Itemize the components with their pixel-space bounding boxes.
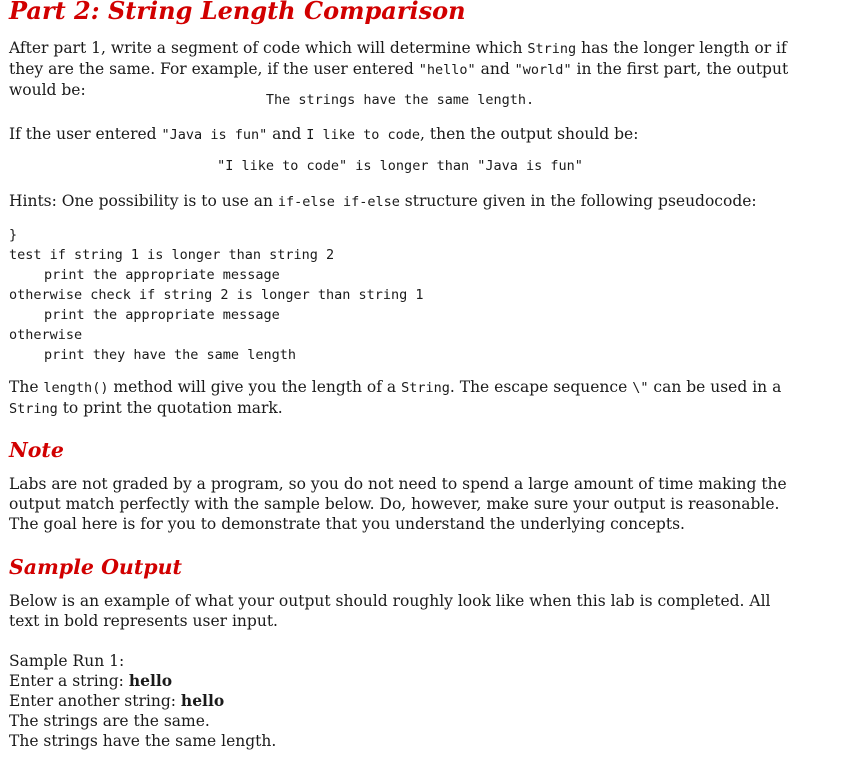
length-method-paragraph: The length() method will give you the length of a String. The escape sequence \" can be used in a String to print the quotation mark. bbox=[9, 378, 782, 417]
sample-output-heading: Sample Output bbox=[9, 555, 183, 579]
sample-run-label: Sample Run 1: bbox=[9, 652, 125, 670]
example-output-2: "I like to code" is longer than "Java is fun" bbox=[217, 158, 583, 174]
user-input: hello bbox=[180, 691, 225, 710]
hints-paragraph: Hints: One possibility is to use an if-else if-else structure given in the following pseudocode: bbox=[9, 192, 757, 210]
sample-run-line: Enter a string: hello bbox=[9, 671, 173, 690]
intro-paragraph: After part 1, write a segment of code which will determine which String has the longer length or if they are the same. For example, if the user entered "hello" and "world" in the first part, the output would be: bbox=[9, 39, 789, 99]
sample-run-line: The strings are the same. bbox=[9, 712, 210, 730]
pseudocode-line: print they have the same length bbox=[44, 347, 296, 363]
sample-run-line: Enter another string: hello bbox=[9, 691, 225, 710]
part2-heading: Part 2: String Length Comparison bbox=[9, 0, 466, 25]
note-paragraph: Labs are not graded by a program, so you do not need to spend a large amount of time making the output match perfectly with the sample below. Do, however, make sure your output is reasonable. The goal here is for you to demonstrate that you understand the underlying concepts. bbox=[9, 475, 787, 533]
second-example-paragraph: If the user entered "Java is fun" and I like to code, then the output should be: bbox=[9, 125, 639, 143]
pseudocode-line: otherwise bbox=[9, 327, 83, 343]
sample-run-line: The strings have the same length. bbox=[9, 732, 277, 750]
pseudocode-line: test if string 1 is longer than string 2 bbox=[9, 247, 335, 263]
example-output-1: The strings have the same length. bbox=[265, 92, 535, 108]
pseudocode-line: } bbox=[9, 227, 18, 243]
pseudocode-block bbox=[9, 225, 424, 365]
note-heading: Note bbox=[9, 438, 64, 462]
sample-output-paragraph: Below is an example of what your output should roughly look like when this lab is completed. All text in bold represents user input. bbox=[9, 592, 771, 630]
user-input: hello bbox=[128, 671, 173, 690]
pseudocode-line: print the appropriate message bbox=[44, 307, 280, 323]
sample-run bbox=[9, 651, 276, 751]
pseudocode-line: otherwise check if string 2 is longer than string 1 bbox=[9, 287, 424, 303]
pseudocode-line: print the appropriate message bbox=[44, 267, 280, 283]
